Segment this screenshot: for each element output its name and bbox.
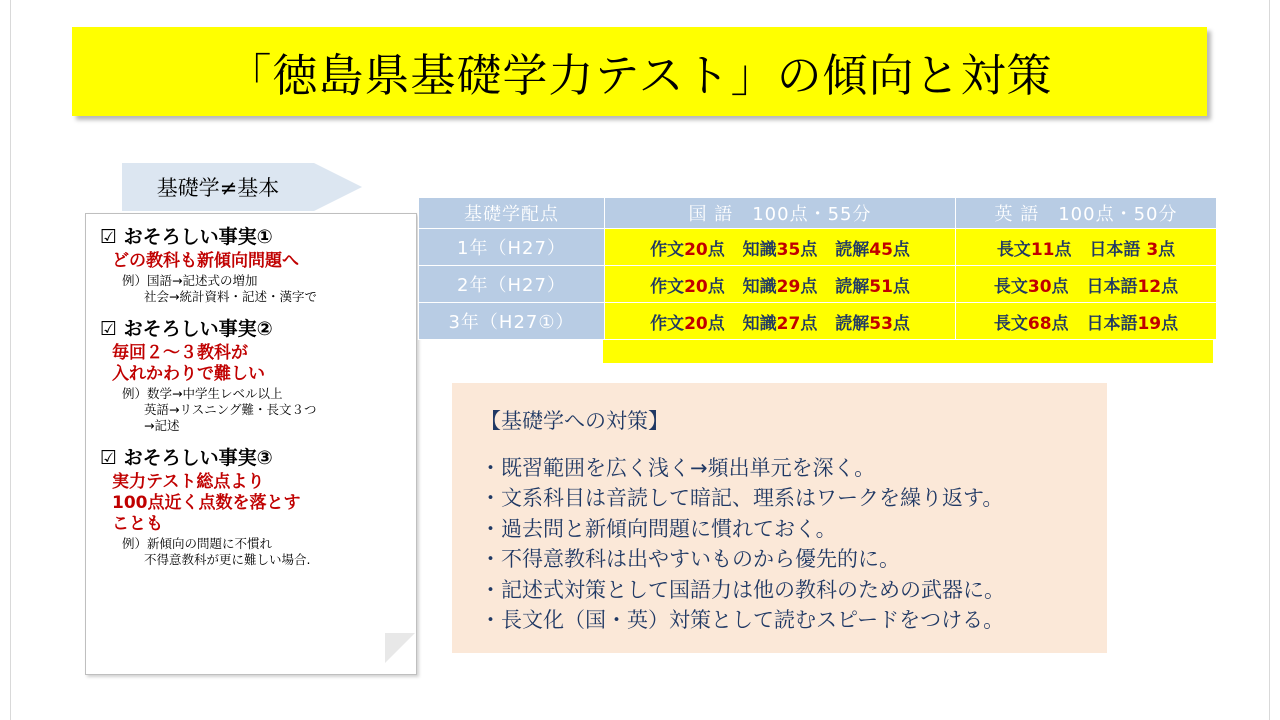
note-folded-corner-icon bbox=[385, 633, 415, 663]
score-value: 20 bbox=[684, 276, 708, 297]
score-segment bbox=[988, 309, 1075, 334]
score-value: 12 bbox=[1137, 276, 1162, 297]
score-label: 作文 bbox=[650, 239, 685, 260]
score-segment bbox=[1080, 309, 1184, 334]
score-label: 長文 bbox=[993, 313, 1028, 334]
score-value: 11 bbox=[1030, 239, 1055, 260]
score-segment bbox=[829, 235, 916, 260]
fact-example-main: 例）数学→中学生レベル以上 bbox=[122, 386, 283, 402]
score-segment bbox=[1083, 235, 1181, 260]
list-item: ・既習範囲を広く浅く→頻出単元を深く。 bbox=[480, 456, 876, 480]
score-unit: 点 bbox=[1054, 239, 1072, 260]
score-label: 日本語 bbox=[1086, 276, 1138, 297]
score-value: 20 bbox=[684, 239, 708, 260]
table-header-japanese: 国 語 100点・55分 bbox=[605, 198, 956, 229]
score-value: 45 bbox=[869, 239, 893, 260]
score-label: 長文 bbox=[993, 276, 1028, 297]
score-segment bbox=[644, 235, 731, 260]
score-label: 作文 bbox=[650, 276, 685, 297]
score-value: 53 bbox=[869, 313, 893, 334]
table-header-row bbox=[419, 198, 1217, 229]
fact-example-sub: 不得意教科が更に難しい場合. bbox=[144, 552, 311, 568]
measures-panel bbox=[452, 383, 1107, 653]
score-label: 読解 bbox=[835, 276, 870, 297]
table-row-label: 2年（H27） bbox=[419, 266, 605, 303]
score-unit: 点 bbox=[1161, 276, 1179, 297]
list-item: ・長文化（国・英）対策として読むスピードをつける。 bbox=[480, 608, 1005, 633]
slide-left-edge bbox=[0, 0, 11, 720]
fact-item-3 bbox=[100, 443, 410, 568]
fact-example-sub: 社会→統計資料・記述・漢字で bbox=[144, 289, 317, 305]
measures-title: 【基礎学への対策】 bbox=[480, 409, 669, 433]
table-row bbox=[419, 266, 1217, 303]
score-value: 68 bbox=[1027, 313, 1052, 334]
score-segment bbox=[988, 272, 1075, 297]
score-label: 読解 bbox=[835, 239, 870, 260]
score-label: 知識 bbox=[742, 313, 777, 334]
list-item: ・文系科目は音読して暗記、理系はワークを繰り返す。 bbox=[480, 486, 1004, 511]
score-unit: 点 bbox=[1051, 276, 1069, 297]
banner-arrow-tip bbox=[314, 163, 362, 211]
fact-heading: ☑ おそろしい事実② bbox=[100, 318, 273, 341]
fact-example bbox=[122, 386, 410, 434]
fact-subtext: 実力テスト総点より bbox=[112, 472, 265, 493]
score-segment bbox=[737, 309, 824, 334]
score-unit: 点 bbox=[892, 276, 910, 297]
score-label: 日本語 bbox=[1086, 313, 1138, 334]
list-item: ・過去問と新傾向問題に慣れておく。 bbox=[480, 516, 837, 541]
fact-example-sub: →記述 bbox=[144, 418, 180, 434]
fact-item-1 bbox=[100, 222, 410, 305]
fact-item-2 bbox=[100, 314, 410, 434]
slide-right-edge bbox=[1269, 0, 1280, 720]
score-label: 知識 bbox=[742, 239, 777, 260]
score-unit: 点 bbox=[892, 313, 910, 334]
score-segment bbox=[644, 309, 731, 334]
score-unit: 点 bbox=[707, 239, 725, 260]
table-row-label: 1年（H27） bbox=[419, 229, 605, 266]
facts-list bbox=[100, 222, 410, 568]
table-row bbox=[419, 229, 1217, 266]
score-unit: 点 bbox=[800, 276, 818, 297]
fact-heading: ☑ おそろしい事実① bbox=[100, 226, 273, 248]
score-value: 19 bbox=[1137, 313, 1162, 334]
score-value: 27 bbox=[776, 313, 801, 334]
score-segment bbox=[991, 235, 1078, 260]
table-header-english: 英 語 100点・50分 bbox=[956, 198, 1217, 229]
score-segment bbox=[1080, 272, 1184, 297]
score-value: 3 bbox=[1146, 239, 1159, 260]
fact-subtext: 毎回２～３教科が bbox=[112, 343, 248, 364]
table-cell-japanese bbox=[605, 229, 956, 266]
score-value: 30 bbox=[1027, 276, 1052, 297]
banner-label: 基礎学≠基本 bbox=[156, 176, 280, 200]
score-segment bbox=[737, 272, 824, 297]
fact-subtext: 入れかわりで難しい bbox=[112, 364, 265, 385]
spacer bbox=[100, 305, 410, 314]
fact-subtext: ことも bbox=[112, 514, 163, 535]
score-unit: 点 bbox=[707, 313, 725, 334]
table-cell-japanese bbox=[605, 303, 956, 340]
banner-arrow bbox=[122, 163, 362, 211]
score-unit: 点 bbox=[800, 239, 818, 260]
table-cell-japanese bbox=[605, 266, 956, 303]
fact-example-sub: 英語→リスニング難・長文３つ bbox=[144, 402, 317, 418]
fact-heading: ☑ おそろしい事実③ bbox=[100, 447, 273, 470]
score-unit: 点 bbox=[1161, 313, 1179, 334]
score-label: 日本語 bbox=[1089, 239, 1147, 260]
score-segment bbox=[737, 235, 824, 260]
score-value: 35 bbox=[776, 239, 801, 260]
score-unit: 点 bbox=[1051, 313, 1069, 334]
score-label: 作文 bbox=[650, 313, 685, 334]
fact-subtext: どの教科も新傾向問題へ bbox=[112, 251, 299, 271]
table-cell-english bbox=[956, 266, 1217, 303]
score-unit: 点 bbox=[1158, 239, 1176, 260]
score-label: 知識 bbox=[742, 276, 777, 297]
list-item: ・不得意教科は出やすいものから優先的に。 bbox=[480, 547, 900, 572]
spacer bbox=[100, 434, 410, 443]
measures-list bbox=[452, 453, 1107, 636]
score-segment bbox=[644, 272, 731, 297]
table-row-label: 3年（H27①） bbox=[419, 303, 605, 340]
score-segment bbox=[829, 272, 916, 297]
list-item: ・記述式対策として国語力は他の教科のための武器に。 bbox=[480, 577, 1005, 602]
score-unit: 点 bbox=[707, 276, 725, 297]
fact-example bbox=[122, 536, 410, 568]
fact-subtext: 100点近く点数を落とす bbox=[112, 493, 301, 514]
score-value: 51 bbox=[869, 276, 893, 297]
score-unit: 点 bbox=[800, 313, 818, 334]
page-title: 「徳島県基礎学力テスト」の傾向と対策 bbox=[226, 49, 1053, 102]
fact-example-main: 例）新傾向の問題に不慣れ bbox=[122, 536, 273, 552]
table-corner-header: 基礎学配点 bbox=[419, 198, 605, 229]
score-table bbox=[418, 197, 1217, 340]
slide-title-banner bbox=[72, 27, 1207, 116]
table-cell-english bbox=[956, 303, 1217, 340]
score-label: 読解 bbox=[835, 313, 870, 334]
score-segment bbox=[829, 309, 916, 334]
score-label: 長文 bbox=[996, 239, 1031, 260]
fact-example bbox=[122, 273, 410, 305]
fact-example-main: 例）国語→記述式の増加 bbox=[122, 273, 258, 289]
score-value: 20 bbox=[684, 313, 708, 334]
score-value: 29 bbox=[776, 276, 801, 297]
score-unit: 点 bbox=[892, 239, 910, 260]
table-row bbox=[419, 303, 1217, 340]
table-cell-english bbox=[956, 229, 1217, 266]
